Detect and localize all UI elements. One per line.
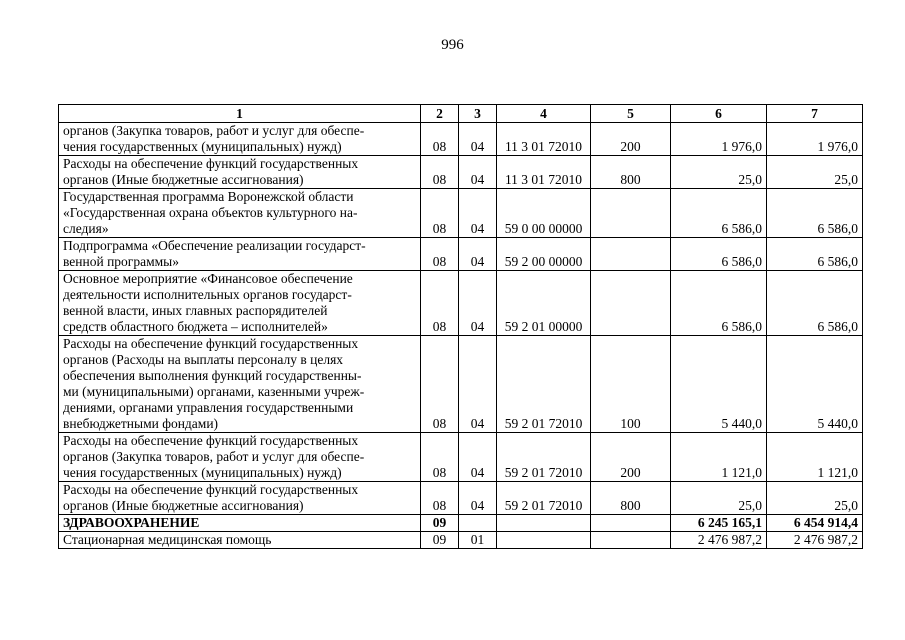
row-vr: 800 xyxy=(591,482,671,515)
row-vr xyxy=(591,189,671,238)
row-sum-1: 25,0 xyxy=(671,482,767,515)
row-name xyxy=(59,238,421,271)
row-rz: 08 xyxy=(421,189,459,238)
row-name-line: органов (Расходы на выплаты персоналу в целях xyxy=(63,352,344,367)
row-sum-2: 2 476 987,2 xyxy=(767,532,863,549)
row-name xyxy=(59,271,421,336)
row-csr: 11 3 01 72010 xyxy=(497,156,591,189)
table-row xyxy=(59,515,863,532)
row-pr: 01 xyxy=(459,532,497,549)
row-sum-2: 6 586,0 xyxy=(767,271,863,336)
row-name xyxy=(59,336,421,433)
row-csr: 59 2 01 00000 xyxy=(497,271,591,336)
row-name-line: следия» xyxy=(63,221,109,236)
row-csr: 59 2 01 72010 xyxy=(497,433,591,482)
row-name xyxy=(59,123,421,156)
row-name-line: обеспечения выполнения функций государственны- xyxy=(63,368,362,383)
header-col-5: 5 xyxy=(591,105,671,123)
row-name xyxy=(59,482,421,515)
row-csr xyxy=(497,532,591,549)
row-pr: 04 xyxy=(459,189,497,238)
row-csr: 11 3 01 72010 xyxy=(497,123,591,156)
row-vr xyxy=(591,238,671,271)
page-number: 996 xyxy=(441,37,464,53)
row-sum-1: 6 586,0 xyxy=(671,271,767,336)
row-name-line: средств областного бюджета – исполнителей» xyxy=(63,319,328,334)
row-name-line: органов (Иные бюджетные ассигнования) xyxy=(63,498,304,513)
table-row xyxy=(59,532,863,549)
row-name-line: «Государственная охрана объектов культурного на- xyxy=(63,205,358,220)
table-row xyxy=(59,271,863,336)
row-name-line: чения государственных (муниципальных) нужд) xyxy=(63,139,342,154)
row-rz: 08 xyxy=(421,433,459,482)
row-pr: 04 xyxy=(459,482,497,515)
row-vr xyxy=(591,532,671,549)
row-sum-2: 1 976,0 xyxy=(767,123,863,156)
row-sum-2: 25,0 xyxy=(767,156,863,189)
row-name-line: Расходы на обеспечение функций государственных xyxy=(63,336,359,351)
row-name xyxy=(59,532,421,549)
row-sum-1: 6 586,0 xyxy=(671,189,767,238)
row-pr: 04 xyxy=(459,123,497,156)
row-sum-2: 5 440,0 xyxy=(767,336,863,433)
row-sum-2: 6 454 914,4 xyxy=(767,515,863,532)
row-sum-1: 2 476 987,2 xyxy=(671,532,767,549)
table-row xyxy=(59,189,863,238)
row-csr xyxy=(497,515,591,532)
row-rz: 08 xyxy=(421,271,459,336)
row-name-line: чения государственных (муниципальных) нужд) xyxy=(63,465,342,480)
row-rz: 08 xyxy=(421,238,459,271)
row-sum-1: 6 586,0 xyxy=(671,238,767,271)
row-name xyxy=(59,515,421,532)
table-row xyxy=(59,433,863,482)
table-body xyxy=(59,123,863,549)
row-name-line: органов (Иные бюджетные ассигнования) xyxy=(63,172,304,187)
row-name xyxy=(59,433,421,482)
row-sum-2: 25,0 xyxy=(767,482,863,515)
row-csr: 59 2 01 72010 xyxy=(497,482,591,515)
header-col-6: 6 xyxy=(671,105,767,123)
row-name-line: Расходы на обеспечение функций государственных xyxy=(63,482,359,497)
row-name-line: органов (Закупка товаров, работ и услуг для обеспе- xyxy=(63,449,365,464)
row-csr: 59 2 00 00000 xyxy=(497,238,591,271)
header-row xyxy=(59,105,863,123)
row-sum-1: 1 121,0 xyxy=(671,433,767,482)
row-rz: 09 xyxy=(421,532,459,549)
row-name-line: Государственная программа Воронежской области xyxy=(63,189,354,204)
row-vr xyxy=(591,271,671,336)
row-rz: 08 xyxy=(421,482,459,515)
row-csr: 59 2 01 72010 xyxy=(497,336,591,433)
row-rz: 08 xyxy=(421,336,459,433)
row-pr: 04 xyxy=(459,336,497,433)
row-name-line: ми (муниципальными) органами, казенными учреж- xyxy=(63,384,365,399)
row-sum-1: 1 976,0 xyxy=(671,123,767,156)
row-pr: 04 xyxy=(459,238,497,271)
table-row xyxy=(59,238,863,271)
row-name-line: Подпрограмма «Обеспечение реализации государст- xyxy=(63,238,366,253)
row-name-line: ЗДРАВООХРАНЕНИЕ xyxy=(63,515,200,530)
table-row xyxy=(59,482,863,515)
row-vr xyxy=(591,515,671,532)
row-name-line: Расходы на обеспечение функций государственных xyxy=(63,156,359,171)
row-rz: 08 xyxy=(421,156,459,189)
row-csr: 59 0 00 00000 xyxy=(497,189,591,238)
row-sum-2: 6 586,0 xyxy=(767,189,863,238)
row-name-line: Стационарная медицинская помощь xyxy=(63,532,272,547)
table-row xyxy=(59,123,863,156)
row-sum-1: 5 440,0 xyxy=(671,336,767,433)
row-pr: 04 xyxy=(459,271,497,336)
header-col-2: 2 xyxy=(421,105,459,123)
row-name-line: внебюджетными фондами) xyxy=(63,416,219,431)
row-vr: 200 xyxy=(591,123,671,156)
row-name-line: венной власти, иных главных распорядителей xyxy=(63,303,328,318)
row-rz: 09 xyxy=(421,515,459,532)
row-name-line: Основное мероприятие «Финансовое обеспечение xyxy=(63,271,353,286)
row-pr xyxy=(459,515,497,532)
row-vr: 200 xyxy=(591,433,671,482)
table-row xyxy=(59,156,863,189)
header-col-4: 4 xyxy=(497,105,591,123)
row-sum-1: 6 245 165,1 xyxy=(671,515,767,532)
row-sum-2: 6 586,0 xyxy=(767,238,863,271)
row-name-line: венной программы» xyxy=(63,254,179,269)
table-row xyxy=(59,336,863,433)
row-rz: 08 xyxy=(421,123,459,156)
row-pr: 04 xyxy=(459,433,497,482)
row-vr: 800 xyxy=(591,156,671,189)
header-col-1: 1 xyxy=(59,105,421,123)
row-name-line: Расходы на обеспечение функций государственных xyxy=(63,433,359,448)
row-sum-2: 1 121,0 xyxy=(767,433,863,482)
row-pr: 04 xyxy=(459,156,497,189)
header-col-7: 7 xyxy=(767,105,863,123)
row-name xyxy=(59,156,421,189)
row-sum-1: 25,0 xyxy=(671,156,767,189)
row-name-line: дениями, органами управления государственными xyxy=(63,400,354,415)
row-name-line: органов (Закупка товаров, работ и услуг для обеспе- xyxy=(63,123,365,138)
header-col-3: 3 xyxy=(459,105,497,123)
row-name xyxy=(59,189,421,238)
budget-table xyxy=(58,104,863,549)
row-vr: 100 xyxy=(591,336,671,433)
row-name-line: деятельности исполнительных органов государст- xyxy=(63,287,352,302)
